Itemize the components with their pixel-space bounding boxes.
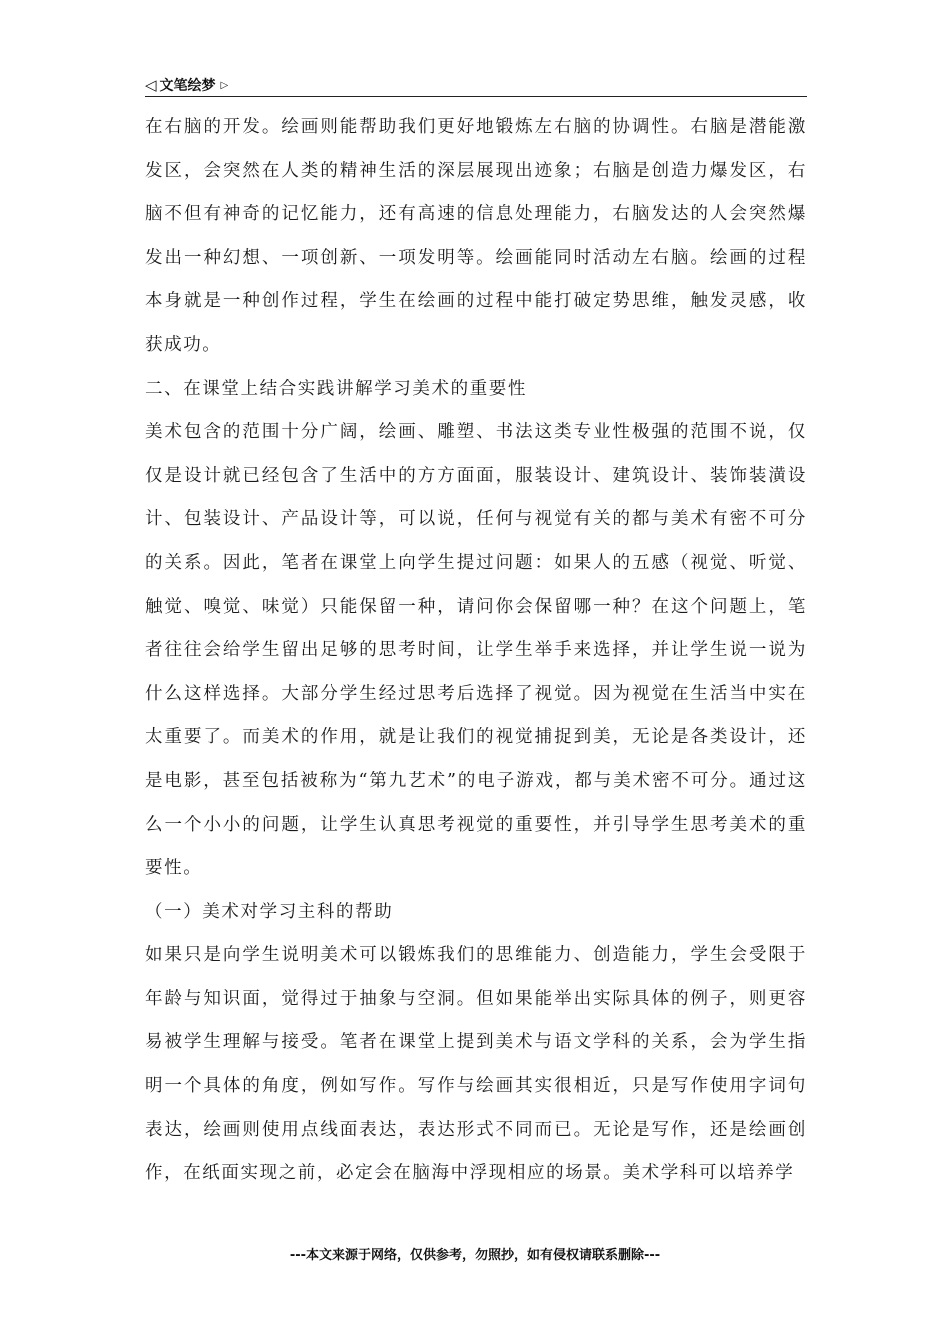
page-footer-disclaimer: ---本文来源于网络，仅供参考，勿照抄，如有侵权请联系删除---	[289, 1248, 661, 1263]
paragraph-art-scope: 美术包含的范围十分广阔，绘画、雕塑、书法这类专业性极强的范围不说，仅仅是设计就已经包含了生活中的方方面面，服装设计、建筑设计、装饰装潢设计、包装设计、产品设计等，可以说，任何与视觉有关的都与美术有密不可分的关系。因此，笔者在课堂上向学生提过问题：如果人的五感（视觉、听觉、触觉、嗅觉、味觉）只能保留一种，请问你会保留哪一种？在这个问题上，笔者往往会给学生留出足够的思考时间，让学生举手来选择，并让学生说一说为什么这样选择。大部分学生经过思考后选择了视觉。因为视觉在生活当中实在太重要了。而美术的作用，就是让我们的视觉捕捉到美，无论是各类设计，还是电影，甚至包括被称为“第九艺术”的电子游戏，都与美术密不可分。通过这么一个小小的问题，让学生认真思考视觉的重要性，并引导学生思考美术的重要性。	[145, 422, 807, 879]
paragraph-art-and-main-subjects: 如果只是向学生说明美术可以锻炼我们的思维能力、创造能力，学生会受限于年龄与知识面，觉得过于抽象与空洞。但如果能举出实际具体的例子，则更容易被学生理解与接受。笔者在课堂上提到美术与语文学科的关系，会为学生指明一个具体的角度，例如写作。写作与绘画其实很相近，只是写作使用字词句表达，绘画则使用点线面表达，表达形式不同而已。无论是写作，还是绘画创作，在纸面实现之前，必定会在脑海中浮现相应的场景。美术学科可以培养学	[145, 945, 807, 1184]
document-body	[145, 106, 807, 1196]
left-triangle-icon: ◁	[145, 76, 157, 94]
subsection-heading-1: （一）美术对学习主科的帮助	[145, 901, 394, 922]
header-title: 文笔绘梦	[159, 78, 216, 94]
page-header	[145, 74, 807, 97]
section-heading-2: 二、在课堂上结合实践讲解学习美术的重要性	[145, 378, 527, 399]
paragraph-right-brain: 在右脑的开发。绘画则能帮助我们更好地锻炼左右脑的协调性。右脑是潜能激发区，会突然在人类的精神生活的深层展现出迹象；右脑是创造力爆发区，右脑不但有神奇的记忆能力，还有高速的信息处理能力，右脑发达的人会突然爆发出一种幻想、一项创新、一项发明等。绘画能同时活动左右脑。绘画的过程本身就是一种创作过程，学生在绘画的过程中能打破定势思维，触发灵感，收获成功。	[145, 117, 807, 355]
right-triangle-icon: ▷	[220, 80, 229, 91]
